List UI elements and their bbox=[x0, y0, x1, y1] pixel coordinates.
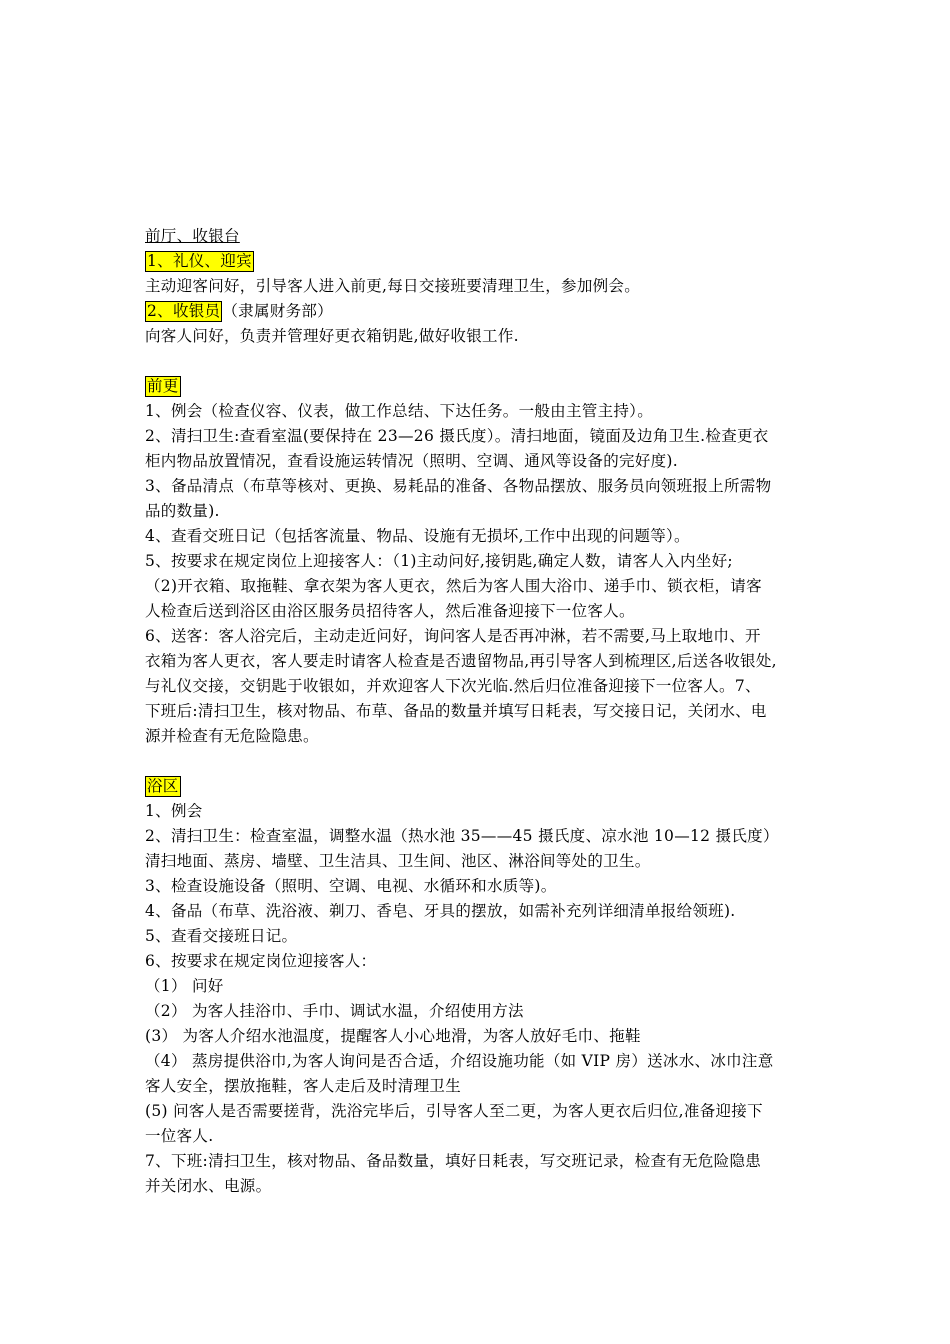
text-line: 5、查看交接班日记。 bbox=[145, 927, 298, 945]
role-description-etiquette: 主动迎客问好，引导客人进入前更,每日交接班要清理卫生，参加例会。 bbox=[145, 277, 641, 295]
text-line: 品的数量). bbox=[145, 502, 220, 520]
text-line: 3、备品清点（布草等核对、更换、易耗品的准备、各物品摆放、服务员向领班报上所需物 bbox=[145, 477, 772, 495]
text-line: (5) 问客人是否需要搓背，洗浴完毕后，引导客人至二更，为客人更衣后归位,准备迎接下 bbox=[145, 1102, 763, 1120]
text-line: （2） 为客人挂浴巾、手巾、调试水温，介绍使用方法 bbox=[145, 1002, 524, 1020]
role-heading-cashier bbox=[145, 299, 825, 324]
role-description-cashier: 向客人问好，负责并管理好更衣箱钥匙,做好收银工作. bbox=[145, 327, 519, 345]
section-title-locker bbox=[145, 374, 825, 399]
text-line: 1、例会（检查仪容、仪表，做工作总结、下达任务。一般由主管主持）。 bbox=[145, 402, 654, 420]
text-line: 7、下班:清扫卫生，核对物品、备品数量，填好日耗表，写交班记录，检查有无危险隐患 bbox=[145, 1152, 762, 1170]
text-line: 并关闭水、电源。 bbox=[145, 1177, 272, 1195]
text-line: 6、按要求在规定岗位迎接客人： bbox=[145, 952, 377, 970]
role-heading-etiquette bbox=[145, 249, 825, 274]
text-line: 2、清扫卫生:查看室温(要保持在 23—26 摄氏度）。清扫地面，镜面及边角卫生.检查更衣 bbox=[145, 427, 769, 445]
text-line: 柜内物品放置情况，查看设施运转情况（照明、空调、通风等设备的完好度). bbox=[145, 452, 678, 470]
text-line: 1、例会 bbox=[145, 802, 203, 820]
text-line: （1） 问好 bbox=[145, 977, 224, 995]
text-line: 4、备品（布草、洗浴液、剃刀、香皂、牙具的摆放，如需补充列详细清单报给领班). bbox=[145, 902, 736, 920]
bath-section-body bbox=[145, 799, 825, 1199]
text-line: 6、送客：客人浴完后，主动走近问好，询问客人是否再冲淋，若不需要,马上取地巾、开 bbox=[145, 627, 761, 645]
text-line: 清扫地面、蒸房、墙壁、卫生洁具、卫生间、池区、淋浴间等处的卫生。 bbox=[145, 852, 651, 870]
text-line: 4、查看交班日记（包括客流量、物品、设施有无损坏,工作中出现的问题等）。 bbox=[145, 527, 690, 545]
text-line: 下班后:清扫卫生，核对物品、布草、备品的数量并填写日耗表，写交接日记，关闭水、电 bbox=[145, 702, 767, 720]
text-line: 与礼仪交接，交钥匙于收银如，并欢迎客人下次光临.然后归位准备迎接下一位客人。7、 bbox=[145, 677, 761, 695]
text-line: 2、清扫卫生：检查室温，调整水温（热水池 35——45 摄氏度、凉水池 10—12 摄氏度） bbox=[145, 827, 779, 845]
text-line: 一位客人. bbox=[145, 1127, 214, 1145]
text-line: （4） 蒸房提供浴巾,为客人询问是否合适，介绍设施功能（如 VIP 房）送冰水、冰巾注意 bbox=[145, 1052, 774, 1070]
highlighted-heading: 2、收银员 bbox=[147, 302, 221, 320]
section-title-front-hall bbox=[145, 224, 825, 249]
text-line: 人检查后送到浴区由浴区服务员招待客人，然后准备迎接下一位客人。 bbox=[145, 602, 635, 620]
section-title-text: 前厅、收银台 bbox=[145, 227, 240, 245]
paragraph-gap bbox=[145, 349, 825, 374]
text-line: 客人安全，摆放拖鞋，客人走后及时清理卫生 bbox=[145, 1077, 462, 1095]
highlighted-heading: 浴区 bbox=[147, 777, 179, 795]
document-body bbox=[145, 224, 825, 1199]
paragraph-gap bbox=[145, 749, 825, 774]
text-line: 源并检查有无危险隐患。 bbox=[145, 727, 319, 745]
role-note: （隶属财务部） bbox=[222, 302, 333, 320]
text-line: 3、检查设施设备（照明、空调、电视、水循环和水质等)。 bbox=[145, 877, 557, 895]
locker-section-body bbox=[145, 399, 825, 749]
text-line: 5、按要求在规定岗位上迎接客人：（1)主动问好,接钥匙,确定人数，请客人入内坐好; bbox=[145, 552, 733, 570]
highlighted-heading: 前更 bbox=[147, 377, 179, 395]
highlighted-heading: 1、礼仪、迎宾 bbox=[147, 252, 252, 270]
text-line: （2)开衣箱、取拖鞋、拿衣架为客人更衣，然后为客人围大浴巾、递手巾、锁衣柜，请客 bbox=[145, 577, 762, 595]
section-title-bath-area bbox=[145, 774, 825, 799]
text-line: (3） 为客人介绍水池温度，提醒客人小心地滑，为客人放好毛巾、拖鞋 bbox=[145, 1027, 641, 1045]
text-line: 衣箱为客人更衣，客人要走时请客人检查是否遗留物品,再引导客人到梳理区,后送各收银处, bbox=[145, 652, 777, 670]
